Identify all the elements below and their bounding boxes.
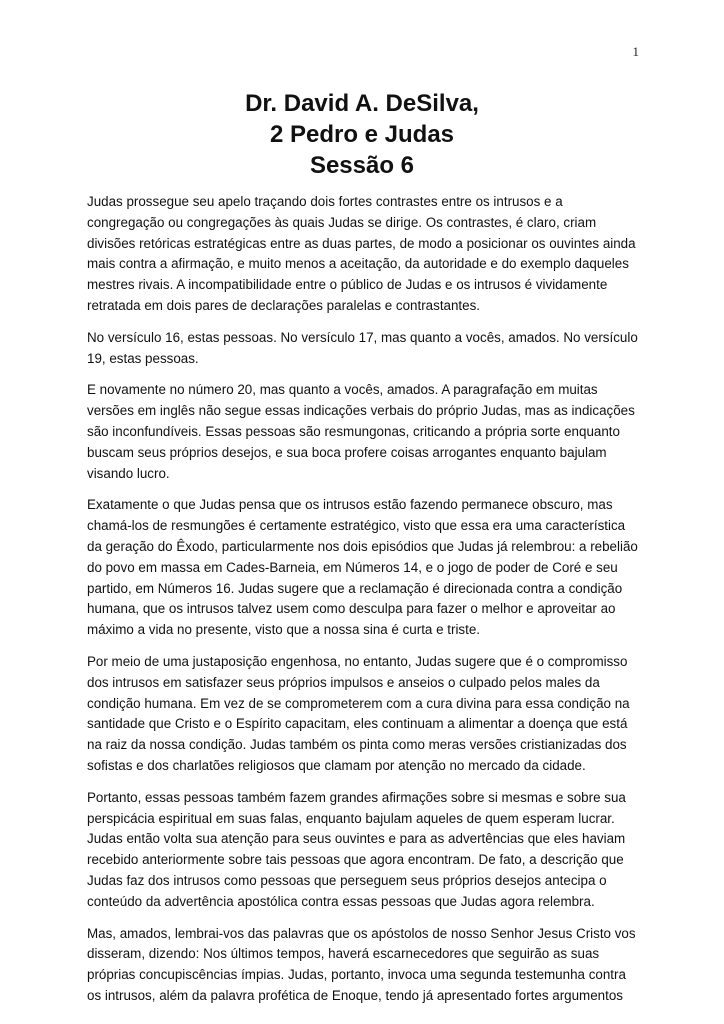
title-session: Sessão 6 <box>309 152 415 179</box>
title-author: Dr. David A. DeSilva, <box>245 90 479 117</box>
paragraph: Exatamente o que Judas pensa que os intrusos estão fazendo permanece obscuro, mas chamá-los de resmungões é certamente estratégico, visto que essa era uma característica da geração do Êxodo, particularmente nos dois episódios que Judas já relembrou: a rebelião do povo em massa em Cades-Barneia, em Números 14, e o jogo de poder de Coré e seu partido, em Números 16. Judas sugere que a reclamação é direcionada contra a condição humana, que os intrusos talvez usem como desculpa para fazer o melhor e aproveitar ao máximo a vida no presente, visto que a nossa sina é curta e triste. <box>87 497 638 638</box>
page-number: 1 <box>632 44 639 59</box>
paragraph: Por meio de uma justaposição engenhosa, no entanto, Judas sugere que é o compromisso dos intrusos em satisfazer seus próprios impulsos e anseios o culpado pelos males da condição humana. Em vez de se comprometerem com a cura divina para essa condição na santidade que Cristo e o Espírito capacitam, eles continuam a alimentar a doença que está na raiz da nossa condição. Judas também os pinta como meras versões cristianizadas dos sofistas e dos charlatões religiosos que clamam por atenção no mercado da cidade. <box>87 653 630 773</box>
paragraph: E novamente no número 20, mas quanto a vocês, amados. A paragrafação em muitas versões em inglês não segue essas indicações verbais do próprio Judas, mas as indicações são inconfundíveis. Essas pessoas são resmungonas, criticando a própria sorte enquanto buscam seus próprios desejos, e sua boca profere coisas arrogantes enquanto bajulam visando lucro. <box>87 382 635 481</box>
title-book: 2 Pedro e Judas <box>269 121 455 148</box>
paragraph: Portanto, essas pessoas também fazem grandes afirmações sobre si mesmas e sobre sua perspicácia espiritual em suas falas, enquanto bajulam aqueles de quem esperam lucrar. Judas então volta sua atenção para seus ouvintes e para as advertências que eles haviam recebido anteriormente sobre tais pessoas que agora encontram. De fato, a descrição que Judas faz dos intrusos como pessoas que perseguem seus próprios desejos antecipa o conteúdo da advertência apostólica contra essas pessoas que Judas agora relembra. <box>87 789 626 909</box>
paragraph: Mas, amados, lembrai-vos das palavras que os apóstolos de nosso Senhor Jesus Cristo vos disseram, dizendo: Nos últimos tempos, haverá escarnecedores que seguirão as suas próprias concupiscências ímpias. Judas, portanto, invoca uma segunda testemunha contra os intrusos, além da palavra profética de Enoque, tendo já apresentado fortes argumentos <box>87 925 636 1003</box>
paragraph: No versículo 16, estas pessoas. No versículo 17, mas quanto a vocês, amados. No versículo 19, estas pessoas. <box>87 329 638 366</box>
document-title <box>0 88 724 181</box>
body-text <box>87 192 643 1018</box>
paragraph: Judas prossegue seu apelo traçando dois fortes contrastes entre os intrusos e a congregação ou congregações às quais Judas se dirige. Os contrastes, é claro, criam divisões retóricas estratégicas entre as duas partes, de modo a posicionar os ouvintes ainda mais contra a afirmação, e muito menos a aceitação, da autoridade e do exemplo daqueles mestres rivais. A incompatibilidade entre o público de Judas e os intrusos é vividamente retratada em dois pares de declarações paralelas e contrastantes. <box>87 194 636 313</box>
